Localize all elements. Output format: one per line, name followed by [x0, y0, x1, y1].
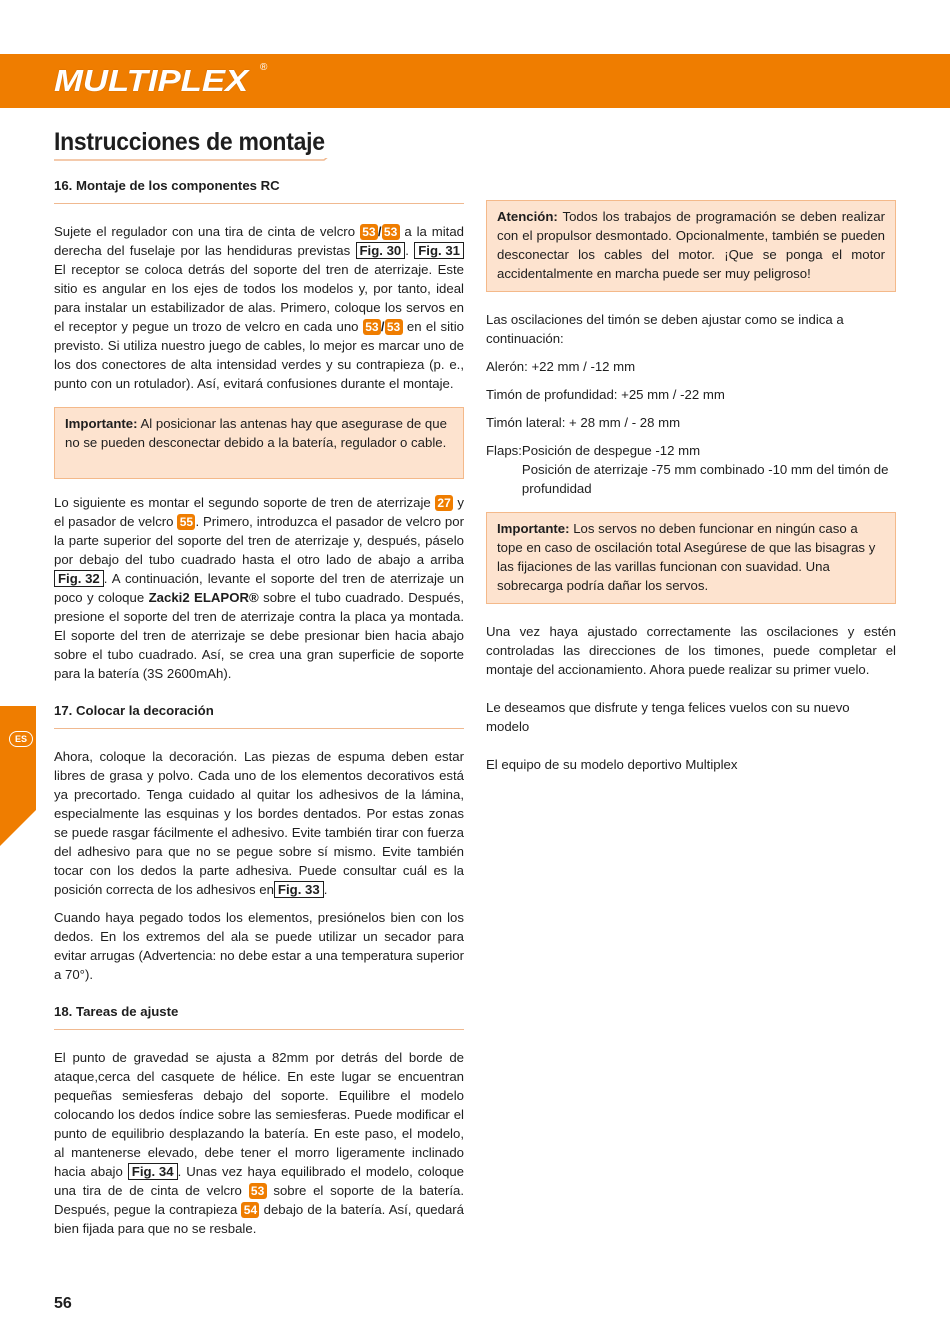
text-run: en el sitio previsto. Si utiliza nuestro juego de cables, lo mejor es marcar uno de los dos conectores de alta intensidad verdes y su contrapieza (p. e., punto con un rotulador). Así, evitará confusiones durante el montaje.	[54, 319, 464, 391]
important-note-box	[54, 407, 464, 479]
part-number-badge: 53	[249, 1183, 267, 1199]
flaps-label: Flaps:	[486, 443, 522, 458]
language-badge: ES	[9, 731, 33, 747]
slash: /	[377, 224, 382, 239]
page-title: Instrucciones de montaje	[54, 128, 325, 156]
part-number-badge: 27	[435, 495, 453, 511]
aileron-throw: Alerón: +22 mm / -12 mm	[486, 359, 636, 374]
part-number-badge: 53	[360, 224, 378, 240]
text-run: debajo de la batería. Así, quedará bien fijada para que no se resbale.	[54, 1202, 465, 1236]
flaps-landing: Posición de aterrizaje -75 mm combinado -10 mm del timón de profundidad	[521, 462, 889, 496]
text-run: . Primero, introduzca el pasador de velcro por la parte superior del soporte del tren de aterrizaje y, después, páselo por debajo del tubo cuadrado hasta el otro lado de abajo a arriba	[54, 514, 464, 567]
text-run: a la mitad derecha del fuselaje por las hendiduras previstas	[54, 224, 464, 258]
attention-note-box	[486, 200, 896, 292]
closing-paragraph-1: Una vez haya ajustado correctamente las oscilaciones y estén controladas las direcciones de los timones, puede completar el montaje del accionamiento. Ahora puede realizar su primer vuelo.	[486, 624, 896, 677]
part-number-badge: 53	[363, 319, 381, 335]
text-run: El punto de gravedad se ajusta a 82mm por detrás del borde de ataque,cerca del casquete de hélice. En este lugar se encuentran pequeñas semiesferas debajo del soporte. Equilibre el modelo colocando los dedos índice sobre las semiesferas. Puede modificar el punto de equilibrio desplazando la batería. En este paso, el modelo, al mantenerse elevado, debe tener el morro ligeramente inclinado hacia abajo	[54, 1050, 464, 1179]
note-label: Importante:	[65, 416, 138, 431]
text-run: .	[323, 882, 328, 897]
note-label: Importante:	[497, 521, 570, 536]
throws-intro: Las oscilaciones del timón se deben ajustar como se indica a continuación:	[486, 312, 844, 346]
flaps-takeoff: Posición de despegue -12 mm	[521, 443, 701, 458]
part-number-badge: 55	[177, 514, 195, 530]
note-text: Al posicionar las antenas hay que asegurase de que no se pueden desconectar debido a la batería, regulador o cable.	[65, 416, 447, 450]
section-18-paragraph-1	[54, 1048, 464, 1238]
figure-reference[interactable]: Fig. 33	[274, 881, 324, 898]
section-16-paragraph-1	[54, 222, 464, 393]
figure-reference[interactable]: Fig. 30	[356, 242, 406, 259]
part-number-badge: 53	[385, 319, 403, 335]
section-17-paragraph-1	[54, 747, 464, 899]
section-18-title: 18. Tareas de ajuste	[54, 1002, 464, 1030]
elevator-throw: Timón de profundidad: +25 mm / -22 mm	[486, 387, 725, 402]
text-run: sobre el tubo cuadrado. Después, presione el soporte del tren de aterrizaje contra la placa ya montada. El soporte del tren de aterrizaje se debe presionar bien hacia abajo sobre el tubo cuadrado. Así, se crea una gran superficie de soporte para la batería (3S 2600mAh).	[54, 590, 464, 681]
part-number-badge: 54	[241, 1202, 259, 1218]
section-16-title: 16. Montaje de los componentes RC	[54, 176, 464, 204]
section-17-paragraph-2: Cuando haya pegado todos los elementos, presiónelos bien con los dedos. En los extremos del ala se puede utilizar un secador para evitar arrugas (Advertencia: no debe estar a una temperatura superior a 70°).	[54, 910, 464, 982]
rudder-throw: Timón lateral: + 28 mm / - 28 mm	[486, 415, 681, 430]
flaps-values	[522, 441, 896, 498]
text-run: y el pasador de velcro	[54, 495, 464, 529]
language-side-tab	[0, 706, 36, 846]
text-run: Lo siguiente es montar el segundo soporte de tren de aterrizaje	[54, 495, 436, 510]
closing-paragraph-2: Le deseamos que disfrute y tenga felices vuelos con su nuevo modelo	[486, 700, 850, 734]
slash: /	[380, 319, 385, 334]
section-16-paragraph-2	[54, 493, 464, 683]
text-run: .	[405, 243, 415, 258]
important-servo-box	[486, 512, 896, 604]
figure-reference[interactable]: Fig. 31	[414, 242, 464, 259]
section-17-title: 17. Colocar la decoración	[54, 701, 464, 729]
flaps-throw	[486, 441, 896, 498]
product-name: Zacki2 ELAPOR®	[148, 590, 259, 605]
note-label: Atención:	[497, 209, 558, 224]
text-run: . A continuación, levante el soporte del tren de aterrizaje un poco y coloque	[54, 571, 464, 605]
text-run: . Unas vez haya equilibrado el modelo, coloque una tira de de cinta de velcro	[54, 1164, 464, 1198]
right-column	[486, 200, 896, 774]
text-run: sobre el soporte de la batería. Después, pegue la contrapieza	[54, 1183, 464, 1217]
note-text: Los servos no deben funcionar en ningún caso a tope en caso de oscilación total Asegúrese de que las bisagras y las fijaciones de las varillas funcionan con suavidad. Una sobrecarga podría dañar los servos.	[497, 521, 876, 593]
multiplex-logo	[54, 62, 268, 100]
closing-paragraph-3: El equipo de su modelo deportivo Multiplex	[486, 757, 738, 772]
text-run: Sujete el regulador con una tira de cinta de velcro	[54, 224, 360, 239]
text-run: Ahora, coloque la decoración. Las piezas de espuma deben estar libres de grasa y polvo. Cada uno de los elementos decorativos está ya precortado. Tenga cuidado al quitar los adhesivos de la lámina, especialmente las esquinas y los bordes dentados. Por estas zonas se puede rasgar fácilmente el adhesivo. Evite también tirar con fuerza del adhesivo para que no se pegue sobre sí mismo. Evite también tocar con los dedos la parte adhesiva. Puede consultar cuál es la posición correcta de los adhesivos en	[54, 749, 464, 897]
figure-reference[interactable]: Fig. 32	[54, 570, 104, 587]
registered-mark: ®	[260, 62, 268, 73]
part-number-badge: 53	[382, 224, 400, 240]
text-run: El receptor se coloca detrás del soporte del tren de aterrizaje. Este sitio es angular en los ejes de todos los modelos y, por tanto, ideal para instalar un estabilizador de alas. Primero, coloque los servos en el receptor y pegue un trozo de velcro en cada uno	[54, 262, 464, 334]
figure-reference[interactable]: Fig. 34	[128, 1163, 178, 1180]
page-number: 56	[54, 1295, 72, 1312]
logo-text: MULTIPLEX	[54, 63, 249, 98]
note-text: Todos los trabajos de programación se deben realizar con el propulsor desmontado. Opcionalmente, también se pueden desconectar los cables del motor. ¡Que se ponga el motor accidentalmente en marcha puede ser muy peligroso!	[497, 209, 885, 281]
left-column	[54, 176, 464, 1238]
